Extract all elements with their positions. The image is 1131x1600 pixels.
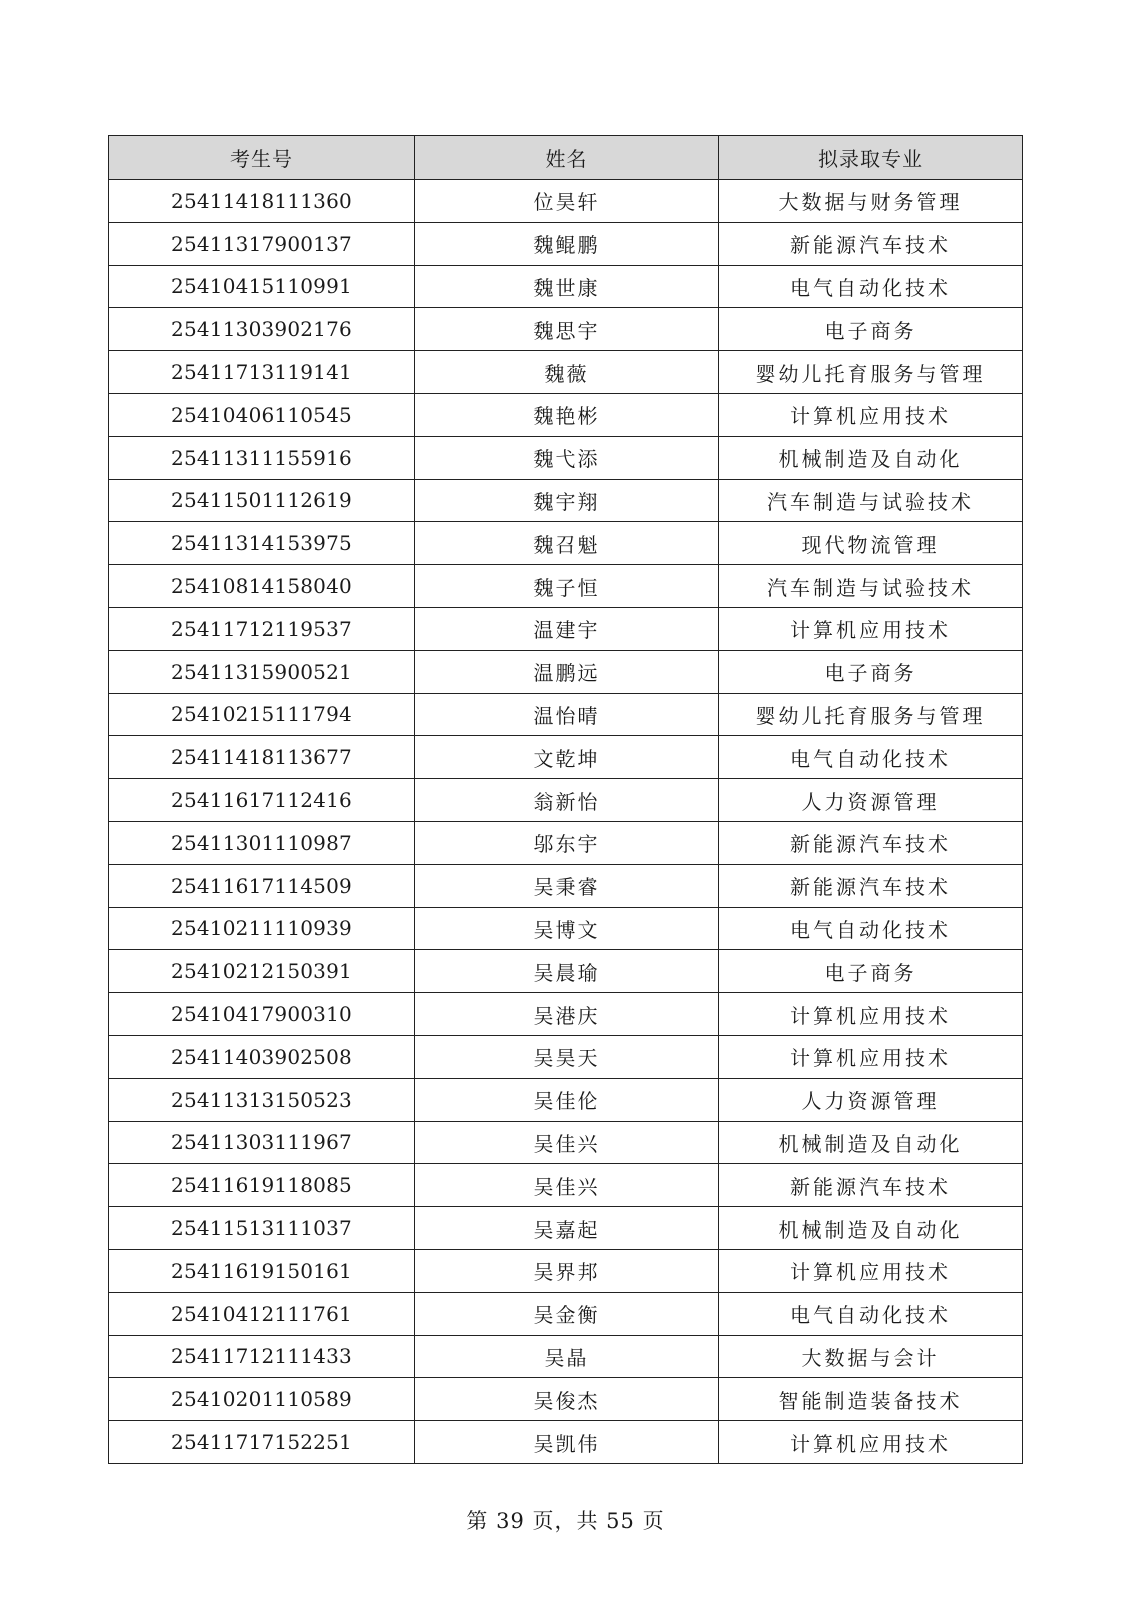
major-cell: 机械制造及自动化	[719, 436, 1023, 479]
major-cell: 新能源汽车技术	[719, 222, 1023, 265]
major-cell: 计算机应用技术	[719, 993, 1023, 1036]
major-cell: 计算机应用技术	[719, 607, 1023, 650]
student-name-cell: 吴佳兴	[415, 1121, 719, 1164]
student-name-cell: 吴港庆	[415, 993, 719, 1036]
header-major: 拟录取专业	[719, 136, 1023, 180]
exam-id-cell: 25411314153975	[109, 522, 415, 565]
table-row	[109, 479, 1023, 522]
student-name-cell: 魏薇	[415, 351, 719, 394]
table-row	[109, 1335, 1023, 1378]
table-row	[109, 522, 1023, 565]
major-cell: 婴幼儿托育服务与管理	[719, 351, 1023, 394]
exam-id-cell: 25410215111794	[109, 693, 415, 736]
table-row	[109, 1078, 1023, 1121]
student-name-cell: 魏宇翔	[415, 479, 719, 522]
student-name-cell: 温建宇	[415, 607, 719, 650]
major-cell: 新能源汽车技术	[719, 864, 1023, 907]
exam-id-cell: 25411712119537	[109, 607, 415, 650]
major-cell: 汽车制造与试验技术	[719, 479, 1023, 522]
exam-id-cell: 25410212150391	[109, 950, 415, 993]
table-row	[109, 1249, 1023, 1292]
exam-id-cell: 25411311155916	[109, 436, 415, 479]
exam-id-cell: 25411313150523	[109, 1078, 415, 1121]
major-cell: 机械制造及自动化	[719, 1121, 1023, 1164]
major-cell: 电气自动化技术	[719, 736, 1023, 779]
table-body	[109, 180, 1023, 1464]
exam-id-cell: 25411303902176	[109, 308, 415, 351]
table-row	[109, 1035, 1023, 1078]
major-cell: 新能源汽车技术	[719, 1164, 1023, 1207]
student-name-cell: 魏艳彬	[415, 393, 719, 436]
table-row	[109, 1164, 1023, 1207]
student-name-cell: 温鹏远	[415, 650, 719, 693]
exam-id-cell: 25411712111433	[109, 1335, 415, 1378]
exam-id-cell: 25411303111967	[109, 1121, 415, 1164]
table-row	[109, 436, 1023, 479]
table-header	[109, 136, 1023, 180]
student-name-cell: 位昊轩	[415, 180, 719, 223]
exam-id-cell: 25410201110589	[109, 1378, 415, 1421]
major-cell: 智能制造装备技术	[719, 1378, 1023, 1421]
major-cell: 人力资源管理	[719, 779, 1023, 822]
major-cell: 电子商务	[719, 308, 1023, 351]
table-row	[109, 565, 1023, 608]
table-row	[109, 864, 1023, 907]
major-cell: 婴幼儿托育服务与管理	[719, 693, 1023, 736]
student-name-cell: 魏弋添	[415, 436, 719, 479]
table-row	[109, 351, 1023, 394]
exam-id-cell: 25411713119141	[109, 351, 415, 394]
student-name-cell: 吴金衡	[415, 1292, 719, 1335]
student-name-cell: 魏鲲鹏	[415, 222, 719, 265]
exam-id-cell: 25411418113677	[109, 736, 415, 779]
student-name-cell: 吴嘉起	[415, 1207, 719, 1250]
table-row	[109, 308, 1023, 351]
student-name-cell: 翁新怡	[415, 779, 719, 822]
table-row	[109, 736, 1023, 779]
major-cell: 大数据与会计	[719, 1335, 1023, 1378]
table-row	[109, 907, 1023, 950]
header-row	[109, 136, 1023, 180]
student-name-cell: 温怡晴	[415, 693, 719, 736]
exam-id-cell: 25411317900137	[109, 222, 415, 265]
major-cell: 电子商务	[719, 950, 1023, 993]
table-row	[109, 650, 1023, 693]
major-cell: 计算机应用技术	[719, 393, 1023, 436]
student-name-cell: 邬东宇	[415, 821, 719, 864]
student-name-cell: 吴界邦	[415, 1249, 719, 1292]
exam-id-cell: 25411619150161	[109, 1249, 415, 1292]
table-row	[109, 1378, 1023, 1421]
major-cell: 机械制造及自动化	[719, 1207, 1023, 1250]
table-row	[109, 607, 1023, 650]
table-row	[109, 821, 1023, 864]
student-name-cell: 魏子恒	[415, 565, 719, 608]
major-cell: 大数据与财务管理	[719, 180, 1023, 223]
major-cell: 汽车制造与试验技术	[719, 565, 1023, 608]
exam-id-cell: 25411315900521	[109, 650, 415, 693]
student-name-cell: 魏思宇	[415, 308, 719, 351]
major-cell: 计算机应用技术	[719, 1421, 1023, 1464]
exam-id-cell: 25411513111037	[109, 1207, 415, 1250]
student-name-cell: 吴佳兴	[415, 1164, 719, 1207]
exam-id-cell: 25411619118085	[109, 1164, 415, 1207]
student-name-cell: 吴凯伟	[415, 1421, 719, 1464]
major-cell: 人力资源管理	[719, 1078, 1023, 1121]
exam-id-cell: 25410814158040	[109, 565, 415, 608]
student-name-cell: 吴俊杰	[415, 1378, 719, 1421]
major-cell: 电气自动化技术	[719, 1292, 1023, 1335]
exam-id-cell: 25411717152251	[109, 1421, 415, 1464]
header-name: 姓名	[415, 136, 719, 180]
exam-id-cell: 25410412111761	[109, 1292, 415, 1335]
exam-id-cell: 25411617112416	[109, 779, 415, 822]
exam-id-cell: 25411617114509	[109, 864, 415, 907]
header-exam-id: 考生号	[109, 136, 415, 180]
major-cell: 电气自动化技术	[719, 907, 1023, 950]
admission-table	[108, 135, 1023, 1464]
exam-id-cell: 25410415110991	[109, 265, 415, 308]
student-name-cell: 吴博文	[415, 907, 719, 950]
major-cell: 计算机应用技术	[719, 1035, 1023, 1078]
table-row	[109, 180, 1023, 223]
student-name-cell: 吴佳伦	[415, 1078, 719, 1121]
table-row	[109, 1121, 1023, 1164]
exam-id-cell: 25411403902508	[109, 1035, 415, 1078]
student-name-cell: 文乾坤	[415, 736, 719, 779]
major-cell: 现代物流管理	[719, 522, 1023, 565]
exam-id-cell: 25410417900310	[109, 993, 415, 1036]
student-name-cell: 吴秉睿	[415, 864, 719, 907]
table-row	[109, 265, 1023, 308]
table-row	[109, 393, 1023, 436]
table-row	[109, 222, 1023, 265]
student-name-cell: 魏召魁	[415, 522, 719, 565]
exam-id-cell: 25411501112619	[109, 479, 415, 522]
table-row	[109, 1421, 1023, 1464]
student-name-cell: 魏世康	[415, 265, 719, 308]
table-row	[109, 693, 1023, 736]
exam-id-cell: 25411301110987	[109, 821, 415, 864]
table-row	[109, 1292, 1023, 1335]
student-name-cell: 吴昊天	[415, 1035, 719, 1078]
major-cell: 电气自动化技术	[719, 265, 1023, 308]
table-row	[109, 993, 1023, 1036]
student-name-cell: 吴晶	[415, 1335, 719, 1378]
major-cell: 电子商务	[719, 650, 1023, 693]
table-row	[109, 950, 1023, 993]
major-cell: 计算机应用技术	[719, 1249, 1023, 1292]
page-footer: 第 39 页，共 55 页	[466, 1509, 665, 1533]
table-row	[109, 779, 1023, 822]
major-cell: 新能源汽车技术	[719, 821, 1023, 864]
table-row	[109, 1207, 1023, 1250]
exam-id-cell: 25410211110939	[109, 907, 415, 950]
exam-id-cell: 25411418111360	[109, 180, 415, 223]
exam-id-cell: 25410406110545	[109, 393, 415, 436]
student-name-cell: 吴晨瑜	[415, 950, 719, 993]
